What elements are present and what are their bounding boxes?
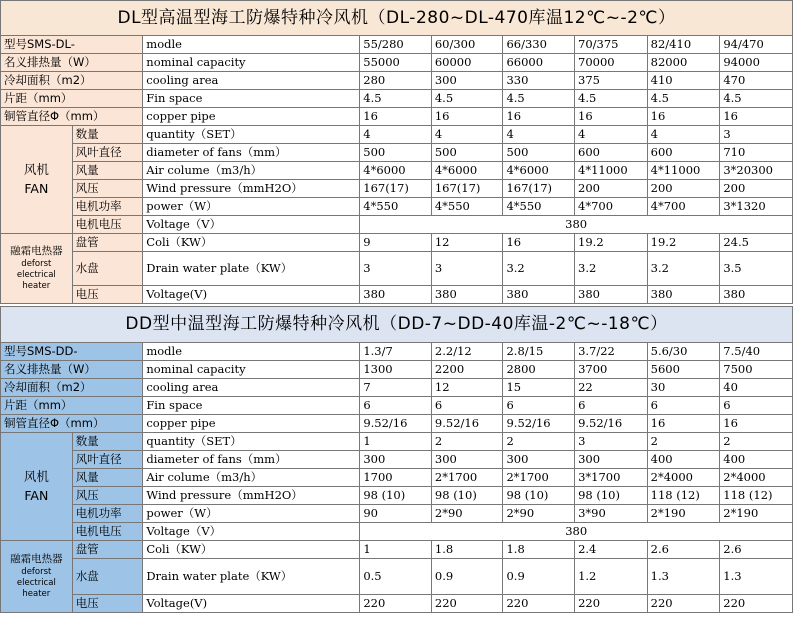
row-label-volt: 电机电压 <box>72 216 143 234</box>
cell: 2.6 <box>647 541 720 559</box>
heater-group-en-2: electrical <box>16 270 56 280</box>
cell: 4*11000 <box>647 162 720 180</box>
cell: 22 <box>575 379 648 397</box>
cell: 380 <box>503 286 575 304</box>
cell: 16 <box>360 108 432 126</box>
cell: 4*6000 <box>360 162 432 180</box>
table-row <box>1 433 793 451</box>
heater-group-en-2: electrical <box>16 578 56 588</box>
cell: 66000 <box>503 54 575 72</box>
cell: 200 <box>575 180 648 198</box>
cell: 40 <box>720 379 793 397</box>
cell: 12 <box>431 234 503 252</box>
row-label-en: Fin space <box>143 397 360 415</box>
table-row <box>1 198 793 216</box>
cell: 9.52/16 <box>575 415 648 433</box>
cell: 55000 <box>360 54 432 72</box>
cell: 2*90 <box>503 505 575 523</box>
cell: 4*6000 <box>431 162 503 180</box>
row-label-en: nominal capacity <box>143 361 360 379</box>
cell: 6 <box>431 397 503 415</box>
cell: 220 <box>360 595 432 613</box>
row-label-press: 风压 <box>72 180 143 198</box>
cell: 7.5/40 <box>720 343 793 361</box>
row-label-fin: 片距（mm） <box>1 90 143 108</box>
cell: 82/410 <box>647 36 720 54</box>
cell: 24.5 <box>720 234 793 252</box>
fan-group-en: FAN <box>24 487 49 503</box>
cell: 0.9 <box>431 559 503 595</box>
cell: 380 <box>575 286 648 304</box>
row-label-en: power（W） <box>143 505 360 523</box>
cell: 2 <box>720 433 793 451</box>
cell: 500 <box>360 144 432 162</box>
cell: 4.5 <box>360 90 432 108</box>
cell: 500 <box>431 144 503 162</box>
fan-group-cn: 风机 <box>23 468 49 484</box>
row-label-en: Drain water plate（KW） <box>143 252 360 286</box>
cell: 380 <box>360 286 432 304</box>
row-label-model: 型号SMS-DL- <box>1 36 143 54</box>
cell: 5600 <box>647 361 720 379</box>
table-row <box>1 286 793 304</box>
cell: 4.5 <box>575 90 648 108</box>
cell: 4*700 <box>647 198 720 216</box>
row-label-en: Coli（KW） <box>143 234 360 252</box>
fan-group-label <box>1 126 73 234</box>
cell: 300 <box>503 451 575 469</box>
cell: 70000 <box>575 54 648 72</box>
table-row <box>1 90 793 108</box>
cell: 710 <box>720 144 793 162</box>
table-title: DD型中温型海工防爆特种冷风机（DD-7~DD-40库温-2℃~-18℃） <box>1 307 793 343</box>
cell: 2*190 <box>647 505 720 523</box>
cell: 3*20300 <box>720 162 793 180</box>
cell: 2*90 <box>431 505 503 523</box>
cell: 15 <box>503 379 575 397</box>
cell: 94000 <box>720 54 793 72</box>
cell: 4 <box>360 126 432 144</box>
cell: 1.8 <box>431 541 503 559</box>
cell: 600 <box>647 144 720 162</box>
cell: 200 <box>720 180 793 198</box>
cell: 9.52/16 <box>360 415 432 433</box>
cell: 330 <box>503 72 575 90</box>
cell: 4.5 <box>720 90 793 108</box>
row-label-pipe: 铜管直径Φ（mm） <box>1 108 143 126</box>
cell: 55/280 <box>360 36 432 54</box>
cell: 4*6000 <box>503 162 575 180</box>
cell: 3.2 <box>503 252 575 286</box>
table-row <box>1 469 793 487</box>
row-label-press: 风压 <box>72 487 143 505</box>
heater-group-label <box>1 541 73 613</box>
row-label-en: Voltage(V) <box>143 595 360 613</box>
cell: 2200 <box>431 361 503 379</box>
row-label-en: modle <box>143 36 360 54</box>
row-label-en: copper pipe <box>143 108 360 126</box>
cell: 1 <box>360 541 432 559</box>
cell: 19.2 <box>575 234 648 252</box>
cell: 4.5 <box>647 90 720 108</box>
cell: 9.52/16 <box>431 415 503 433</box>
cell: 4 <box>503 126 575 144</box>
row-label-pipe: 铜管直径Φ（mm） <box>1 415 143 433</box>
cell: 380 <box>720 286 793 304</box>
cell: 2800 <box>503 361 575 379</box>
cell: 3.5 <box>720 252 793 286</box>
cell: 300 <box>431 72 503 90</box>
heater-group-label <box>1 234 73 304</box>
table-row <box>1 415 793 433</box>
row-label-capacity: 名义排热量（W） <box>1 361 143 379</box>
cell: 400 <box>720 451 793 469</box>
cell: 6 <box>647 397 720 415</box>
cell: 3*1700 <box>575 469 648 487</box>
heater-group-cn: 融霜电热器 <box>10 553 63 566</box>
cell: 16 <box>431 108 503 126</box>
cell: 500 <box>503 144 575 162</box>
cell: 4*550 <box>431 198 503 216</box>
cell: 4 <box>575 126 648 144</box>
row-label-air: 风量 <box>72 469 143 487</box>
table-row <box>1 72 793 90</box>
row-label-en: diameter of fans（mm） <box>143 451 360 469</box>
row-label-en: power（W） <box>143 198 360 216</box>
row-label-diam: 风叶直径 <box>72 144 143 162</box>
cell: 2*4000 <box>720 469 793 487</box>
cell: 3*90 <box>575 505 648 523</box>
row-label-diam: 风叶直径 <box>72 451 143 469</box>
cell: 118 (12) <box>647 487 720 505</box>
cell: 16 <box>720 108 793 126</box>
table-row <box>1 559 793 595</box>
cell: 2 <box>647 433 720 451</box>
row-label-qty: 数量 <box>72 126 143 144</box>
cell: 82000 <box>647 54 720 72</box>
table-row <box>1 343 793 361</box>
cell: 6 <box>503 397 575 415</box>
cell: 380 <box>647 286 720 304</box>
cell: 6 <box>720 397 793 415</box>
table-row <box>1 234 793 252</box>
cell: 98 (10) <box>431 487 503 505</box>
cell: 600 <box>575 144 648 162</box>
row-label-en: Fin space <box>143 90 360 108</box>
table-row <box>1 180 793 198</box>
cell: 2.6 <box>720 541 793 559</box>
row-label-en: nominal capacity <box>143 54 360 72</box>
cell: 16 <box>647 415 720 433</box>
cell: 1.8 <box>503 541 575 559</box>
table-row <box>1 379 793 397</box>
cell: 300 <box>360 451 432 469</box>
row-label-hvolt: 电压 <box>72 286 143 304</box>
cell: 60000 <box>431 54 503 72</box>
cell: 167(17) <box>360 180 432 198</box>
cell: 60/300 <box>431 36 503 54</box>
cell: 375 <box>575 72 648 90</box>
cell: 7 <box>360 379 432 397</box>
row-label-en: quantity（SET） <box>143 433 360 451</box>
table-row <box>1 126 793 144</box>
row-label-en: Drain water plate（KW） <box>143 559 360 595</box>
heater-group-en-1: deforst <box>21 566 52 577</box>
cell: 4.5 <box>431 90 503 108</box>
cell: 1700 <box>360 469 432 487</box>
cell: 98 (10) <box>575 487 648 505</box>
cell: 167(17) <box>503 180 575 198</box>
cell: 16 <box>503 108 575 126</box>
cell: 300 <box>575 451 648 469</box>
cell: 220 <box>720 595 793 613</box>
cell: 16 <box>647 108 720 126</box>
row-label-model: 型号SMS-DD- <box>1 343 143 361</box>
motor-voltage-cell: 380 <box>360 523 793 541</box>
heater-group-en-3: heater <box>22 589 51 600</box>
row-label-en: Voltage（V） <box>143 523 360 541</box>
row-label-en: Air colume（m3/h） <box>143 162 360 180</box>
table-row <box>1 541 793 559</box>
cell: 280 <box>360 72 432 90</box>
cell: 5.6/30 <box>647 343 720 361</box>
cell: 6 <box>575 397 648 415</box>
cell: 16 <box>720 415 793 433</box>
row-label-en: Voltage(V) <box>143 286 360 304</box>
table-title: DL型高温型海工防爆特种冷风机（DL-280~DL-470库温12℃~-2℃） <box>1 1 793 36</box>
cell: 2 <box>431 433 503 451</box>
cell: 30 <box>647 379 720 397</box>
row-label-coil: 盘管 <box>72 541 143 559</box>
cell: 98 (10) <box>503 487 575 505</box>
cell: 7500 <box>720 361 793 379</box>
cell: 2*1700 <box>431 469 503 487</box>
table-row <box>1 216 793 234</box>
cell: 118 (12) <box>720 487 793 505</box>
cell: 4*11000 <box>575 162 648 180</box>
dl-spec-table <box>0 0 793 304</box>
row-label-coil: 盘管 <box>72 234 143 252</box>
row-label-en: cooling area <box>143 379 360 397</box>
cell: 4.5 <box>503 90 575 108</box>
heater-group-en-1: deforst <box>21 258 52 269</box>
cell: 16 <box>575 108 648 126</box>
heater-group-en-3: heater <box>22 281 51 292</box>
row-label-en: copper pipe <box>143 415 360 433</box>
cell: 3 <box>360 252 432 286</box>
cell: 2.2/12 <box>431 343 503 361</box>
row-label-en: Coli（KW） <box>143 541 360 559</box>
cell: 410 <box>647 72 720 90</box>
row-label-drain: 水盘 <box>72 559 143 595</box>
row-label-en: Air colume（m3/h） <box>143 469 360 487</box>
cell: 3*1320 <box>720 198 793 216</box>
cell: 4*550 <box>503 198 575 216</box>
row-label-qty: 数量 <box>72 433 143 451</box>
cell: 1300 <box>360 361 432 379</box>
cell: 66/330 <box>503 36 575 54</box>
row-label-en: quantity（SET） <box>143 126 360 144</box>
row-label-fin: 片距（mm） <box>1 397 143 415</box>
cell: 4*700 <box>575 198 648 216</box>
cell: 4 <box>647 126 720 144</box>
cell: 3.7/22 <box>575 343 648 361</box>
table-row <box>1 595 793 613</box>
cell: 2.4 <box>575 541 648 559</box>
row-label-en: cooling area <box>143 72 360 90</box>
cell: 3700 <box>575 361 648 379</box>
cell: 2*1700 <box>503 469 575 487</box>
cell: 70/375 <box>575 36 648 54</box>
cell: 4*550 <box>360 198 432 216</box>
cell: 470 <box>720 72 793 90</box>
cell: 220 <box>431 595 503 613</box>
fan-group-label <box>1 433 73 541</box>
cell: 9 <box>360 234 432 252</box>
cell: 400 <box>647 451 720 469</box>
cell: 2*4000 <box>647 469 720 487</box>
row-label-en: Wind pressure（mmH2O） <box>143 487 360 505</box>
table-row <box>1 523 793 541</box>
row-label-power: 电机功率 <box>72 505 143 523</box>
row-label-en: modle <box>143 343 360 361</box>
row-label-power: 电机功率 <box>72 198 143 216</box>
cell: 1.3 <box>720 559 793 595</box>
table-row <box>1 108 793 126</box>
cell: 220 <box>647 595 720 613</box>
row-label-en: Wind pressure（mmH2O） <box>143 180 360 198</box>
table-row <box>1 487 793 505</box>
cell: 3.2 <box>575 252 648 286</box>
motor-voltage-cell: 380 <box>360 216 793 234</box>
cell: 3 <box>431 252 503 286</box>
fan-group-cn: 风机 <box>23 161 49 177</box>
cell: 167(17) <box>431 180 503 198</box>
cell: 2.8/15 <box>503 343 575 361</box>
cell: 300 <box>431 451 503 469</box>
cell: 12 <box>431 379 503 397</box>
table-row <box>1 54 793 72</box>
cell: 9.52/16 <box>503 415 575 433</box>
table-row <box>1 252 793 286</box>
table-row <box>1 144 793 162</box>
table-row <box>1 451 793 469</box>
row-label-drain: 水盘 <box>72 252 143 286</box>
cell: 4 <box>431 126 503 144</box>
cell: 2 <box>503 433 575 451</box>
row-label-capacity: 名义排热量（W） <box>1 54 143 72</box>
cell: 220 <box>503 595 575 613</box>
table-row <box>1 397 793 415</box>
cell: 220 <box>575 595 648 613</box>
cell: 200 <box>647 180 720 198</box>
row-label-hvolt: 电压 <box>72 595 143 613</box>
cell: 3 <box>575 433 648 451</box>
table-row <box>1 162 793 180</box>
cell: 0.9 <box>503 559 575 595</box>
table-row <box>1 36 793 54</box>
heater-group-cn: 融霜电热器 <box>10 245 63 258</box>
cell: 1.3/7 <box>360 343 432 361</box>
cell: 98 (10) <box>360 487 432 505</box>
cell: 19.2 <box>647 234 720 252</box>
cell: 90 <box>360 505 432 523</box>
cell: 1.3 <box>647 559 720 595</box>
row-label-air: 风量 <box>72 162 143 180</box>
cell: 380 <box>431 286 503 304</box>
row-label-en: Voltage（V） <box>143 216 360 234</box>
row-label-volt: 电机电压 <box>72 523 143 541</box>
row-label-area: 冷却面积（m2） <box>1 72 143 90</box>
cell: 3.2 <box>647 252 720 286</box>
cell: 1 <box>360 433 432 451</box>
row-label-area: 冷却面积（m2） <box>1 379 143 397</box>
cell: 1.2 <box>575 559 648 595</box>
cell: 94/470 <box>720 36 793 54</box>
table-row <box>1 505 793 523</box>
row-label-en: diameter of fans（mm） <box>143 144 360 162</box>
cell: 16 <box>503 234 575 252</box>
dd-spec-table <box>0 306 793 613</box>
cell: 6 <box>360 397 432 415</box>
table-row <box>1 361 793 379</box>
cell: 0.5 <box>360 559 432 595</box>
cell: 2*190 <box>720 505 793 523</box>
cell: 3 <box>720 126 793 144</box>
fan-group-en: FAN <box>24 180 49 196</box>
